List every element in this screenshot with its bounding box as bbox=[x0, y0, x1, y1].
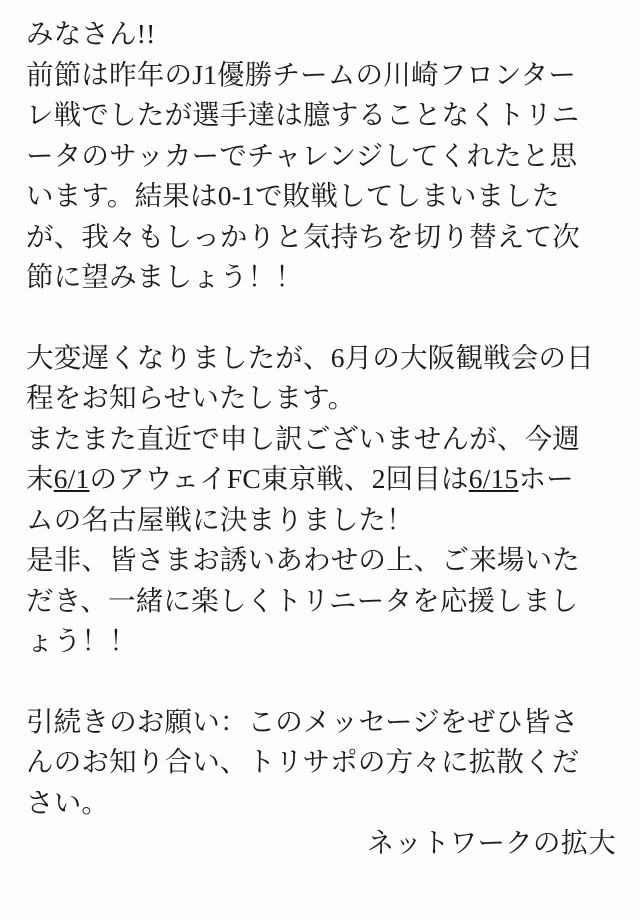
text-line: が、我々もしっかりと気持ちを切り替えて次 bbox=[26, 220, 580, 252]
text-line: ータのサッカーでチャレンジしてくれたと思 bbox=[26, 139, 578, 171]
paragraph-sharing-request bbox=[26, 702, 618, 824]
paragraph-osaka-viewing-schedule bbox=[26, 338, 618, 662]
document-body bbox=[26, 14, 618, 864]
text-line: 大変遅くなりましたが、6月の大阪観戦会の日 bbox=[26, 341, 594, 373]
text-line: 前節は昨年のJ1優勝チームの川崎フロンター bbox=[26, 58, 577, 90]
text-line: ょう！！ bbox=[26, 625, 137, 656]
paragraph-greeting-and-match-report bbox=[26, 14, 618, 298]
text-line: 節に望みましょう！！ bbox=[26, 261, 303, 292]
text-line-with-dates: 末6/1のアウェイFC東京戦、2回目は6/15ホー bbox=[26, 463, 574, 494]
text-line: みなさん!! bbox=[26, 18, 156, 49]
text-line: 是非、皆さまお誘いあわせの上、ご来場いた bbox=[26, 544, 580, 575]
text-line: さい。 bbox=[26, 786, 110, 818]
signature-block bbox=[26, 823, 618, 864]
text-line: レ戦でしたが選手達は臆することなくトリニ bbox=[26, 99, 580, 130]
paragraph-gap bbox=[26, 662, 618, 702]
text-line: またまた直近で申し訳ございませんが、今週 bbox=[26, 422, 580, 454]
paragraph-gap bbox=[26, 298, 618, 338]
text-line: 程をお知らせいたします。 bbox=[26, 382, 356, 413]
text-line: ムの名古屋戦に決まりました！ bbox=[26, 503, 414, 535]
text-line: 引続きのお願い：このメッセージをぜひ皆さ bbox=[26, 705, 579, 737]
signature-line: ネットワークの拡大 bbox=[366, 827, 616, 858]
text-line: います。結果は0-1で敗戦してしまいました bbox=[26, 180, 560, 211]
text-line: だき、一緒に楽しくトリニータを応援しまし bbox=[26, 584, 579, 616]
text-line: んのお知り合い、トリサポの方々に拡散くだ bbox=[26, 746, 580, 777]
